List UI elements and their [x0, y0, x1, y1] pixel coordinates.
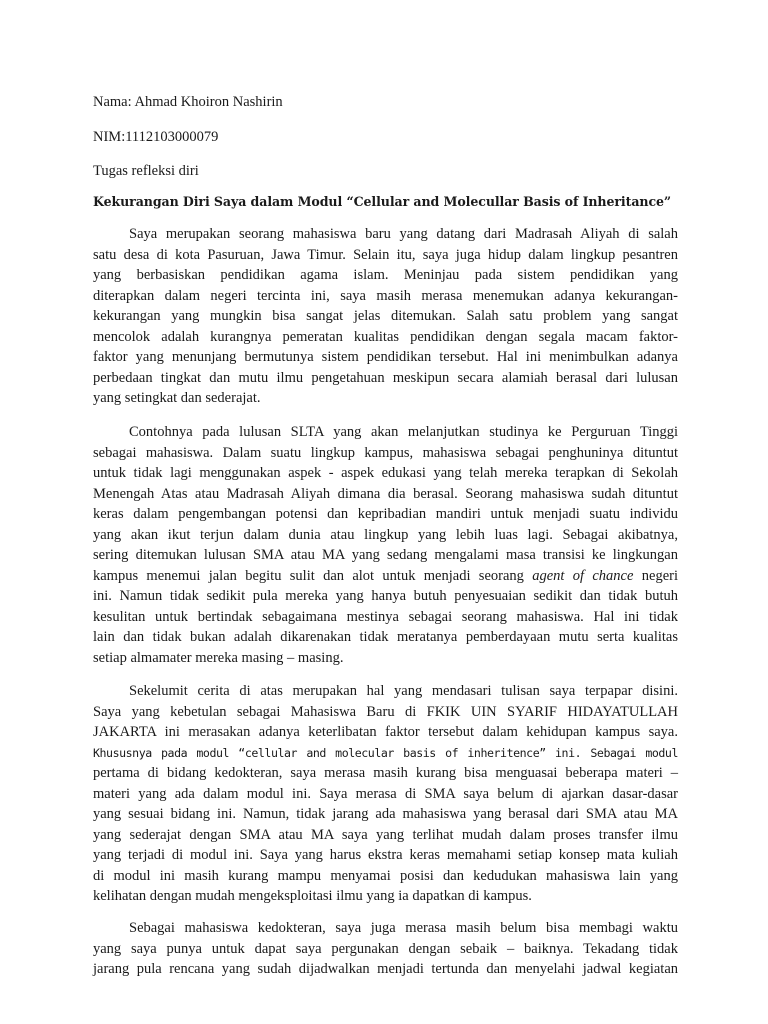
paragraph-line: keras dalam pengembangan potensi dan kepribadian mandiri untuk menjadi suatu individu — [93, 506, 678, 522]
student-name-line: Nama: Ahmad Khoiron Nashirin — [93, 94, 283, 110]
paragraph-line: faktor yang menunjang bermutunya sistem pendidikan tersebut. Hal ini menimbulkan adanya — [93, 349, 678, 365]
student-id-line: NIM:1112103000079 — [93, 129, 219, 145]
paragraph-line: diterapkan dalam negeri tercinta ini, saya masih merasa menemukan adanya kekurangan- — [93, 287, 678, 304]
paragraph-line: yang berbasiskan pendidikan agama islam. Meninjau pada sistem pendidikan yang — [93, 267, 678, 283]
paragraph-line: kekurangan yang mungkin bisa sangat jelas ditemukan. Salah satu problem yang sangat — [93, 308, 678, 324]
line-text: kampus menemui jalan begitu sulit dan alot untuk menjadi seorang — [93, 567, 524, 584]
paragraph-line: Saya yang kebetulan sebagai Mahasiswa Baru di FKIK UIN SYARIF HIDAYATULLAH — [93, 703, 678, 720]
paragraph-line: Sebagai mahasiswa kedokteran, saya juga merasa masih belum bisa membagi waktu — [129, 920, 678, 936]
paragraph-line: yang saya punya untuk dapat saya pergunakan dengan sebaik – baiknya. Tekadang tidak — [93, 940, 678, 957]
assignment-type-line: Tugas refleksi diri — [93, 163, 199, 179]
document-title: Kekurangan Diri Saya dalam Modul “Cellular and Molecullar Basis of Inheritance” — [93, 194, 672, 209]
paragraph-line: Khususnya pada modul “cellular and molecular basis of inheritence” ini. Sebagai modul — [93, 745, 678, 760]
paragraph-line: mencolok adalah kurangnya pemeratan kualitas pendidikan dengan segala macam faktor- — [93, 328, 678, 345]
paragraph-line: Saya merupakan seorang mahasiswa baru yang datang dari Madrasah Aliyah di salah — [129, 226, 678, 242]
paragraph-line: yang terjadi di modul ini. Saya yang harus ekstra keras memahami setiap konsep mata kuliah — [93, 847, 678, 863]
paragraph-line: satu desa di kota Pasuruan, Jawa Timur. Selain itu, saya juga hidup dalam lingkup pesantren — [93, 246, 678, 263]
document-page — [93, 0, 678, 1024]
paragraph-3 — [93, 681, 678, 907]
paragraph-2 — [93, 422, 678, 668]
paragraph-line: perbedaan tingkat dan mutu ilmu pengetahuan meskipun secara alamiah berasal dari lulusan — [93, 369, 678, 386]
paragraph-line: ini. Namun tidak sedikit pula mereka yang hanya butuh penyesuaian sedikit dan tidak butuh — [93, 588, 678, 604]
paragraph-1 — [93, 224, 678, 409]
paragraph-line: Menengah Atas atau Madrasah Aliyah dimana dia berasal. Seorang mahasiswa sudah dituntut — [93, 485, 678, 502]
paragraph-line: pertama di bidang kedokteran, saya merasa masih kurang bisa menguasai beberapa materi – — [93, 765, 678, 781]
paragraph-line: kelihatan dengan mudah mengeksploitasi ilmu yang ia dapatkan di kampus. — [93, 888, 532, 904]
paragraph-line: sebagai mahasiswa. Dalam suatu lingkup kampus, mahasiswa sebagai penghuninya dituntut — [93, 444, 678, 461]
paragraph-line: setiap almamater mereka masing – masing. — [93, 649, 344, 666]
paragraph-line: materi yang ada dalam modul ini. Saya merasa di SMA saya belum di ajarkan dasar-dasar — [93, 785, 678, 802]
paragraph-line: yang sederajat dengan SMA atau MA saya yang terlihat mudah dalam proses transfer ilmu — [93, 826, 678, 843]
paragraph-line: yang akan ikut terjun dalam dunia atau lingkup yang lebih luas lagi. Sebagai akibatnya, — [93, 526, 678, 543]
paragraph-line: yang setingkat dan sederajat. — [93, 390, 261, 406]
paragraph-line: yang sesuai bidang ini. Namun, tidak jarang ada mahasiswa yang berasal dari SMA atau MA — [93, 806, 678, 822]
paragraph-line: kesulitan untuk bertindak sebagaimana mestinya sebagai seorang mahasiswa. Hal ini tidak — [93, 608, 678, 625]
italic-phrase: agent of chance — [532, 567, 634, 584]
paragraph-line: jarang pula rencana yang sudah dijadwalkan menjadi tertunda dan menyelahi jadwal kegiatan — [93, 961, 678, 977]
paragraph-line: JAKARTA ini merasakan adanya keterlibatan faktor tersebut dalam kehidupan kampus saya. — [93, 724, 678, 740]
paragraph-4 — [93, 918, 678, 980]
paragraph-line: sering ditemukan lulusan SMA atau MA yang sedang mengalami masa transisi ke lingkungan — [93, 547, 678, 563]
paragraph-line: di modul ini masih kurang mampu menyamai posisi dan kedudukan mahasiswa lain yang — [93, 867, 678, 884]
paragraph-line: untuk tidak lagi menggunakan aspek - aspek edukasi yang telah mereka terapkan di Sekolah — [93, 465, 678, 481]
paragraph-line — [93, 566, 678, 587]
paragraph-line: lain dan tidak bukan adalah dikarenakan tidak meratanya pemberdayaan mutu serta kualitas — [93, 629, 678, 645]
line-text: negeri — [633, 567, 678, 584]
paragraph-line: Contohnya pada lulusan SLTA yang akan melanjutkan studinya ke Perguruan Tinggi — [129, 424, 678, 440]
paragraph-line: Sekelumit cerita di atas merupakan hal yang mendasari tulisan saya terpapar disini. — [129, 683, 678, 699]
